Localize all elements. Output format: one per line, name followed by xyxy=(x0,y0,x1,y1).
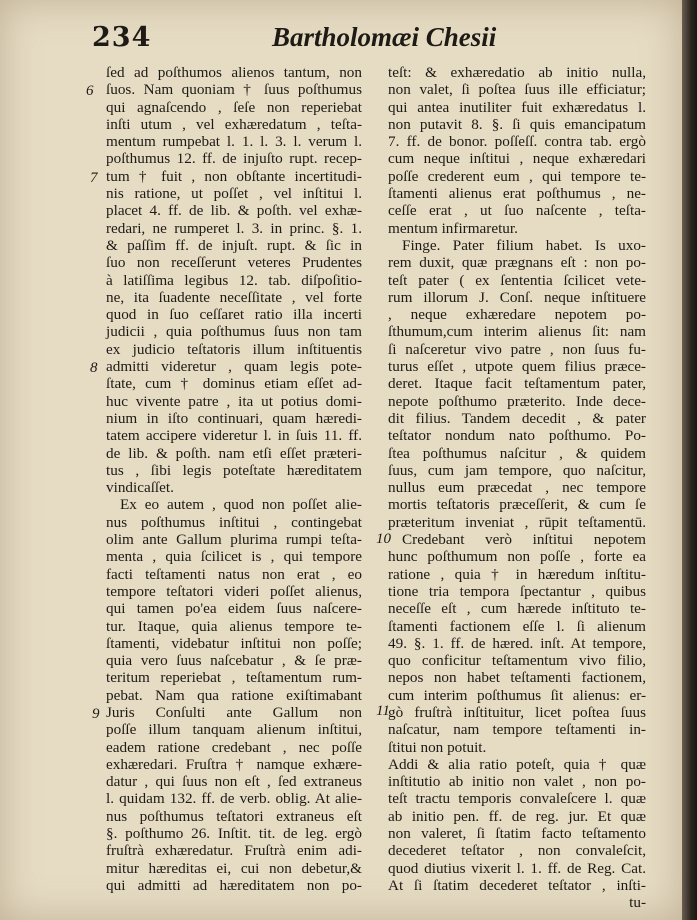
text-line: ſtate, cum † dominus etiam eſſet ad- xyxy=(106,375,362,393)
page-header xyxy=(92,18,652,62)
text-line: ſtamenti factionem eſſe l. ſi alienum xyxy=(388,617,646,635)
text-line: nepos non habet teſtamenti factionem, xyxy=(388,669,646,687)
margin-number-8: 8 xyxy=(90,360,98,376)
text-line: ſtamenti alienus erat poſthumus , ne- xyxy=(388,185,646,203)
text-line: ſtamenti, videbatur inſtitui non poſſe; xyxy=(106,634,362,652)
text-line: ſuo non receſſerunt veteres Prudentes xyxy=(106,254,362,272)
text-line: mortis teſtatoris præceſſerit, & cum ſe xyxy=(388,496,646,514)
text-line: nepote poſthumo præterito. Inde dece- xyxy=(388,392,646,410)
text-line: ſuos. Nam quoniam † ſuus poſthumus xyxy=(106,81,362,99)
text-line: Credebant verò inſtitui nepotem xyxy=(402,531,646,549)
text-line: non valeret, ſi ſtatim facto teſtamento xyxy=(388,825,646,843)
text-line: At ſi ſtatim decederet teſtator , inſti- xyxy=(388,876,646,894)
text-line: poſſe illum tanquam alienum inſtitui, xyxy=(106,721,362,739)
text-line: tione tria tempora ſpectantur , quibus xyxy=(388,582,646,600)
text-line: tempore teſtatori videri poſſet alienus, xyxy=(106,582,362,600)
margin-number-9: 9 xyxy=(92,706,100,722)
text-line: fruſtrà exhæredatur. Fruſtrà enim adi- xyxy=(106,842,362,860)
text-line: quod in ſuo ceſſaret ratio illa incerti xyxy=(106,306,362,324)
text-line: placet 4. ff. de lib. & poſth. vel exhæ- xyxy=(106,202,362,220)
text-line: cum interim poſthumus ſit alienus: er- xyxy=(388,686,646,704)
text-line: non putavit 8. §. ſi quis emancipatum xyxy=(388,115,646,133)
right-text-column xyxy=(388,64,646,912)
margin-number-7: 7 xyxy=(90,170,98,186)
text-line: & paſſim ff. de injuſt. rupt. & ſic in xyxy=(106,236,362,254)
text-line: poſthumus 12. ff. de injuſto rupt. recep- xyxy=(106,150,362,168)
text-line: nus poſthumus inſtitui , contingebat xyxy=(106,513,362,531)
text-line: naſcatur, nam tempore teſtamenti in- xyxy=(388,721,646,739)
left-text-column xyxy=(106,64,362,894)
text-line: cum neque inſtitui , neque exhæredari xyxy=(388,150,646,168)
text-line: Juris Conſulti ante Gallum non xyxy=(106,703,362,721)
text-line: olim ante Gallum plurima rumpi teſta- xyxy=(106,531,362,549)
text-line: rum illorum J. Conſ. neque inſtituere xyxy=(388,288,646,306)
text-line: nium in iſto continuari, quam hæredi- xyxy=(106,409,362,427)
text-line: inſti utum , vel exhæredatum , teſta- xyxy=(106,115,362,133)
text-line: decederet teſtator , non convaleſcit, xyxy=(388,842,646,860)
text-line: tum † fuit , non obſtante incertitudi- xyxy=(106,167,362,185)
text-line: l. quidam 132. ff. de verb. oblig. At alie- xyxy=(106,790,362,808)
margin-number-10: 10 xyxy=(376,531,391,547)
text-line: qui agnaſcendo , ſeſe non reperiebat xyxy=(106,98,362,116)
text-line: ſtitui non potuit. xyxy=(388,738,487,756)
text-line: ſthumum,cum interim alienus ſit: nam xyxy=(388,323,646,341)
text-line: ſi naſceretur vivo patre , non ſuus fu- xyxy=(388,340,646,358)
text-line: turus eſſet , utpote quem filius præce- xyxy=(388,358,646,376)
text-line: teſt: & exhæredatio ab initio nulla, xyxy=(388,64,646,81)
text-line: tatem accipere videretur l. in ſuis 11. ff. xyxy=(106,427,362,445)
text-line: facti teſtamenti natus non erat , eo xyxy=(106,565,362,583)
text-line: redari, ne rumperet l. 3. in princ. §. 1. xyxy=(106,219,362,237)
text-line: vindicaſſet. xyxy=(106,479,174,497)
text-line: quod diutius vixerit l. 1. ff. de Reg. Cat. xyxy=(388,859,646,877)
text-line: tur. Itaque, quia alienus tempore te- xyxy=(106,617,362,635)
text-line: teſtator nondum nato poſthumo. Po- xyxy=(388,427,646,445)
text-line: gò fruſtrà inſtituitur, licet poſtea ſuus xyxy=(388,703,646,721)
margin-number-11: 11 xyxy=(376,703,390,719)
text-line: quo conficitur teſtamentum vivo filio, xyxy=(388,652,646,670)
text-line: , neque exhæredare nepotem po- xyxy=(388,306,646,324)
running-title: Bartholomæi Chesii xyxy=(272,22,497,52)
book-binding-edge xyxy=(682,0,697,920)
text-line: à latiſſima legibus 12. tab. diſpoſitio- xyxy=(106,271,362,289)
text-line: tus , ſibi legis poteſtate hæreditatem xyxy=(106,461,362,479)
text-line: Addi & alia ratio poteſt, quia † quæ xyxy=(388,755,646,773)
text-line: teſt tractu temporis convaleſcere l. quæ xyxy=(388,790,646,808)
text-line: qui admitti ad hæreditatem non po- xyxy=(106,876,362,894)
text-line: nullus eum præcedat , nec tempore xyxy=(388,479,646,497)
text-line: non valet, ſi poſtea ſuus ille efficiatur; xyxy=(388,81,646,99)
text-line: mitur hæreditas ei, cui non debetur,& xyxy=(106,859,362,877)
text-line: mentum rumpebat l. 1. l. 3. l. verum l. xyxy=(106,133,362,151)
text-line: mentum infirmaretur. xyxy=(388,219,518,237)
text-line: exhæredari. Fruſtra † namque exhære- xyxy=(106,755,362,773)
text-line: ne, ita ſuadente neceſſitate , vel forte xyxy=(106,288,362,306)
text-line: datur , qui ſuus non eſt , ſed extraneus xyxy=(106,773,362,791)
text-line: dit filius. Tandem decedit , & pater xyxy=(388,409,646,427)
text-line: eadem ratione credebant , nec poſſe xyxy=(106,738,362,756)
text-line: pebat. Nam qua ratione exiſtimabant xyxy=(106,686,362,704)
text-line: menta , quia ſcilicet is , qui tempore xyxy=(106,548,362,566)
text-line: præteritum inveniat , rūpit teſtamentū. xyxy=(388,513,646,531)
text-line: quia vero ſuus naſcebatur , & ſe præ- xyxy=(106,652,362,670)
text-line: nis ratione, ut poſſet , vel inſtitui l. xyxy=(106,185,362,203)
text-line: ceſſe erat , ut ſuo naſcente , teſta- xyxy=(388,202,646,220)
text-line: huc vivente patre , ita ut potius domi- xyxy=(106,392,362,410)
text-line: teritum reperiebat , teſtamentum rum- xyxy=(106,669,362,687)
text-line: §. poſthumo 26. Inſtit. tit. de leg. ergò xyxy=(106,825,362,843)
text-line: ab initio pen. ff. de reg. jur. Et quæ xyxy=(388,807,646,825)
text-line: Finge. Pater filium habet. Is uxo- xyxy=(402,236,646,254)
text-line: neceſſe eſt , cum hærede inſtituto te- xyxy=(388,600,646,618)
text-line: inſtitutio ab initio non valet , non po- xyxy=(388,773,646,791)
text-line: 49. §. 1. ff. de hæred. inſt. At tempore, xyxy=(388,634,646,652)
text-line: judicii , quia poſthumus ſuus non tam xyxy=(106,323,362,341)
text-line: rem duxit, quæ prægnans eſt : non po- xyxy=(388,254,646,272)
text-line: qui tamen po'ea eidem ſuus naſcere- xyxy=(106,600,362,618)
text-line: qui antea inutiliter fuit exhæredatus l. xyxy=(388,98,646,116)
text-line: ratione , quia † in hæredum inſtitu- xyxy=(388,565,646,583)
text-line: nus poſthumus teſtatori extraneus eſt xyxy=(106,807,362,825)
text-line: Ex eo autem , quod non poſſet alie- xyxy=(120,496,362,514)
catchword: tu- xyxy=(629,894,646,912)
margin-number-6: 6 xyxy=(86,83,94,99)
text-line: 7. ff. de bonor. poſſeſſ. contra tab. ergò xyxy=(388,133,646,151)
text-line: ex judicio teſtatoris illum inſtituentis xyxy=(106,340,362,358)
page-number: 234 xyxy=(92,22,152,53)
text-line: poſſe crederent eum , qui tempore te- xyxy=(388,167,646,185)
text-line: ſed ad poſthumos alienos tantum, non xyxy=(106,64,362,81)
text-line: admitti videretur , quam legis pote- xyxy=(106,358,362,376)
text-line: deret. Itaque facit teſtamentum pater, xyxy=(388,375,646,393)
text-line: ſuus, cum jam tempore, quo naſcitur, xyxy=(388,461,646,479)
text-line: de lib. & poſth. nam etſi eſſet præteri- xyxy=(106,444,362,462)
text-line: hunc poſthumum non poſſe , forte ea xyxy=(388,548,646,566)
text-line: teſt pater ( ex ſententia ſcilicet vete- xyxy=(388,271,646,289)
text-line: ſtea poſthumus naſcitur , & quidem xyxy=(388,444,646,462)
